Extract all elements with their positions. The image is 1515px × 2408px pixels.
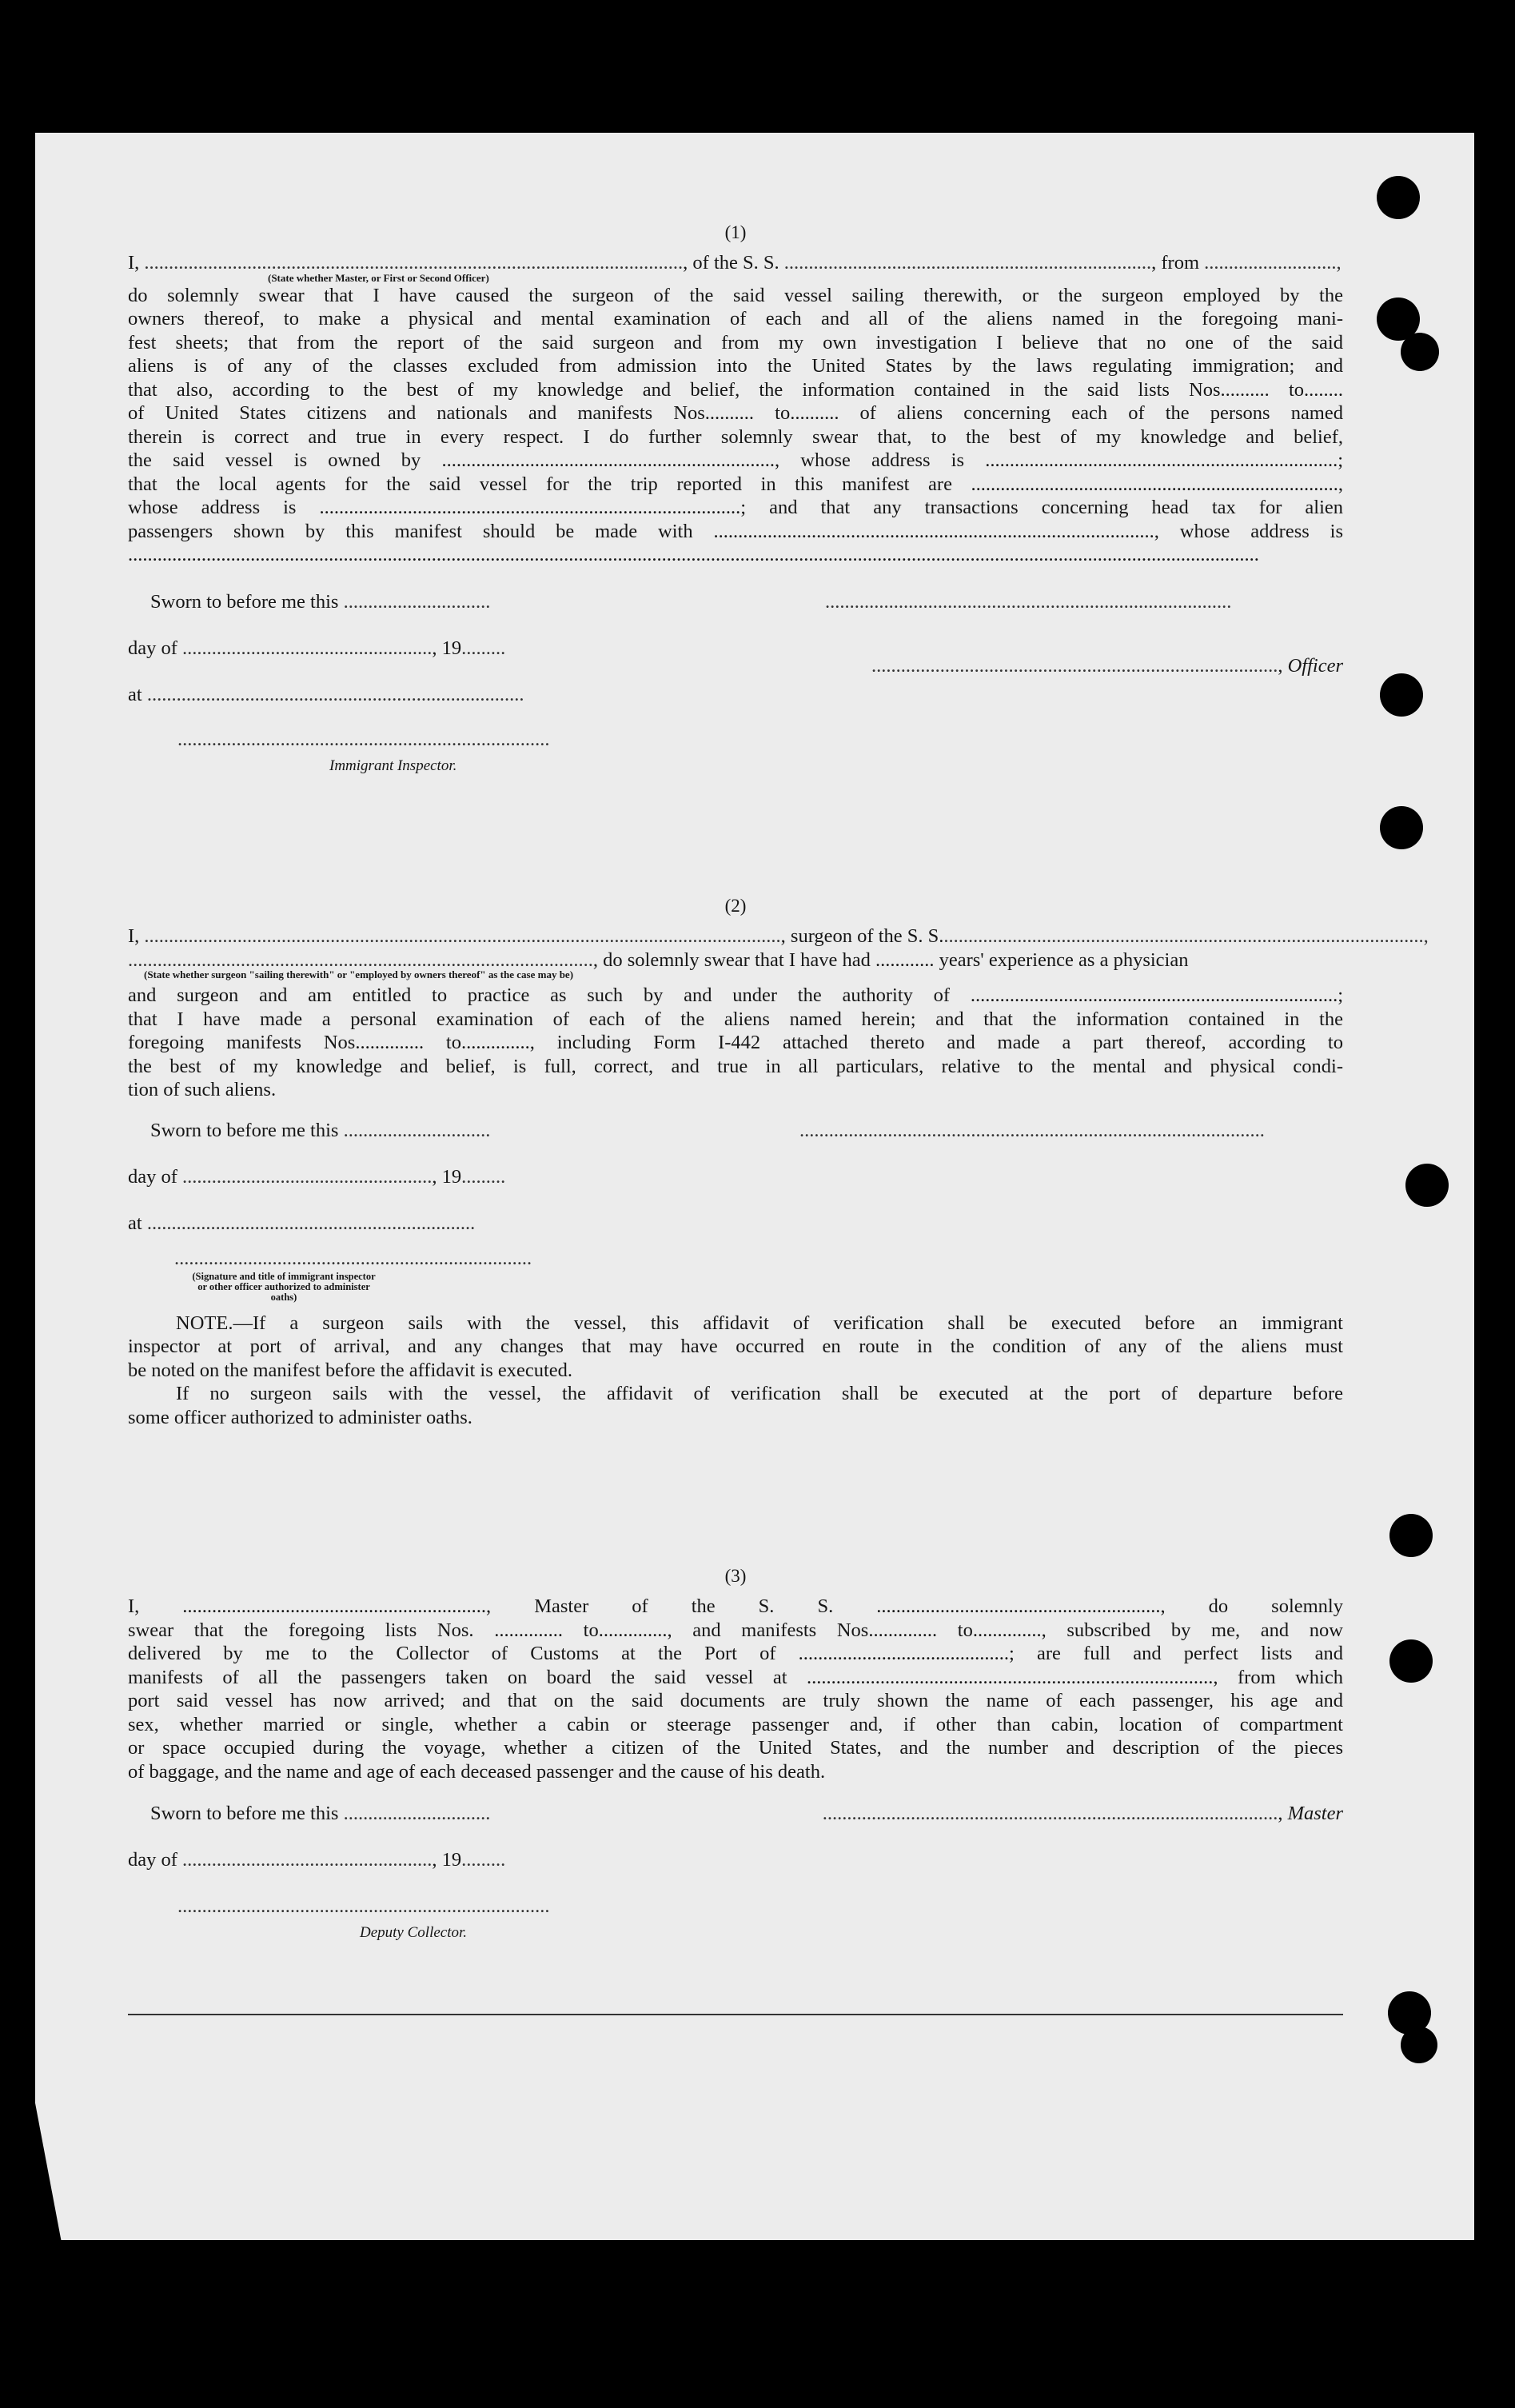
text-line: fest sheets; that from the report of the said surgeon and from my own investigation I believe that no one of the said xyxy=(128,331,1343,353)
surgeon-line: I, .................................................................................................................................., surgeon of the S. S..................................................................................................., xyxy=(128,925,1429,947)
at-line: at ............................................................................. xyxy=(128,683,524,705)
surgeon-line-2: ..............................................................................................., do solemnly swear that I have had ............ years' experience as a physician xyxy=(128,948,1189,971)
sworn-line: Sworn to before me this .............................. xyxy=(150,590,491,613)
year-label: 19 xyxy=(441,637,462,659)
officer-line: ..................................................................................., Officer xyxy=(871,654,1343,677)
affidavit-master xyxy=(128,222,1343,807)
day-label: day of xyxy=(128,637,177,659)
note-label: NOTE. xyxy=(176,1312,233,1334)
year-label: 19 xyxy=(441,1849,462,1871)
text-line: or space occupied during the voyage, whether a citizen of the United States, and the number and description of the pieces xyxy=(128,1737,1343,1759)
text-line: do solemnly swear that I have caused the surgeon of the said vessel sailing therewith, or the surgeon employed by the xyxy=(128,284,1343,306)
master-signature-line: ............................................................................................., Master xyxy=(822,1803,1343,1824)
year-label: 19 xyxy=(441,1165,462,1188)
text: , surgeon of the S. S. xyxy=(780,925,944,947)
no-surgeon-line: some officer authorized to administer oaths. xyxy=(128,1406,472,1428)
master-label: Master xyxy=(1287,1803,1343,1824)
inspector-label: Immigrant Inspector. xyxy=(329,757,457,774)
text: , do solemnly swear that I have had ............ years' experience as a physician xyxy=(592,948,1189,971)
signature-block xyxy=(128,1803,1343,1947)
at-line: at ................................................................... xyxy=(128,1212,476,1234)
text-line: owners thereof, to make a physical and mental examination of each and all of the aliens named in the foregoing mani- xyxy=(128,308,1343,329)
oath-paragraph xyxy=(128,284,1343,567)
field-hint: (State whether Master, or First or Second Officer) xyxy=(268,271,489,284)
text-line: port said vessel has now arrived; and that on the said documents are truly shown the name of each passenger, his age and xyxy=(128,1690,1343,1711)
field-hint: (State whether surgeon "sailing therewith" or "employed by owners thereof" as the case may be) xyxy=(144,968,574,980)
punch-hole xyxy=(1389,1639,1433,1683)
text-line: manifests of all the passengers taken on board the said vessel at ..................................................................................., from which xyxy=(128,1666,1343,1688)
section-number: (1) xyxy=(724,222,747,242)
punch-hole xyxy=(1405,1164,1449,1207)
day-label: day of xyxy=(128,1849,177,1871)
text: , of the S. S. xyxy=(683,252,784,274)
oath-line: I, .............................................................................................................., of the S. S. ..........................................................................., from ..........................., xyxy=(128,252,1342,274)
collector-signature-line: ............................................................................ xyxy=(177,1895,550,1917)
customs-paragraph xyxy=(128,1595,1343,1783)
at-label: at xyxy=(128,683,142,705)
note-line: inspector at port of arrival, and any changes that may have occurred en route in the condition of any of the aliens must xyxy=(128,1336,1343,1357)
inspector-signature-line: ......................................................................... xyxy=(174,1247,532,1269)
text-line: tion of such aliens. xyxy=(128,1079,277,1100)
signature-block xyxy=(128,591,1343,807)
day-line: day of ..................................................., 19......... xyxy=(128,1849,506,1871)
day-line: day of ..................................................., 19......... xyxy=(128,637,506,659)
text-line: ....................................................................................................................................................................................................................................... xyxy=(128,544,1259,565)
text-line: I, .............................................................., Master of the S. S. .........................................................., do solemnly xyxy=(128,1595,1343,1617)
text-line: swear that the foregoing lists Nos. .............. to.............., and manifests Nos.............. to.............., subscribed by me, and now xyxy=(128,1619,1343,1641)
note-text: —If a surgeon sails with the vessel, this affidavit of verification shall be executed before an immigrant xyxy=(233,1312,1343,1334)
sworn-line: Sworn to before me this .............................. xyxy=(150,1803,491,1824)
affidavit-surgeon xyxy=(128,896,1429,1429)
day-label: day of xyxy=(128,1165,177,1188)
text-line: therein is correct and true in every respect. I do further solemnly swear that, to the best of my knowledge and belief, xyxy=(128,425,1343,448)
signature-title-hint: (Signature and title of immigrant inspector or other officer authorized to administer oaths) xyxy=(192,1270,376,1303)
officer-label: Officer xyxy=(1287,654,1343,677)
text: I, xyxy=(128,252,145,274)
text-line: that the local agents for the said vessel for the trip reported in this manifest are ..........................................................................., xyxy=(128,473,1343,495)
text-line: the best of my knowledge and belief, is full, correct, and true in all particulars, relative to the mental and physical condi- xyxy=(128,1055,1343,1077)
no-surgeon-line: If no surgeon sails with the vessel, the affidavit of verification shall be executed at the port of departure before xyxy=(176,1383,1343,1404)
deputy-collector-label: Deputy Collector. xyxy=(360,1924,468,1941)
text-line: that also, according to the best of my knowledge and belief, the information contained in the said lists Nos.......... to........ xyxy=(128,378,1343,401)
signature-block xyxy=(128,1120,1343,1312)
text: , from xyxy=(1151,252,1205,274)
section-number: (3) xyxy=(724,1566,747,1586)
punch-hole xyxy=(1380,806,1423,849)
text-line: the said vessel is owned by ...................................................................., whose address is ........................................................................; xyxy=(128,449,1343,471)
text-line: passengers shown by this manifest should be made with .........................................................................................., whose address is xyxy=(128,520,1343,542)
section-number: (2) xyxy=(724,896,747,916)
punch-hole xyxy=(1377,176,1420,219)
sworn-label: Sworn to before me this xyxy=(150,590,339,613)
note-paragraph xyxy=(128,1312,1343,1430)
sworn-label: Sworn to before me this xyxy=(150,1803,339,1824)
signature-line: ................................................................................... xyxy=(825,590,1232,613)
text-line: of baggage, and the name and age of each deceased passenger and the cause of his death. xyxy=(128,1760,826,1783)
day-line: day of ..................................................., 19......... xyxy=(128,1165,506,1188)
sworn-label: Sworn to before me this xyxy=(150,1119,339,1141)
text-line: delivered by me to the Collector of Customs at the Port of ...........................................; are full and perfect lists and xyxy=(128,1643,1343,1664)
surgeon-paragraph xyxy=(128,984,1343,1102)
text-line: whose address is ......................................................................................; and that any transactions concerning head tax for alien xyxy=(128,497,1343,518)
at-label: at xyxy=(128,1212,142,1234)
text-line: and surgeon and am entitled to practice as such by and under the authority of ...........................................................................; xyxy=(128,984,1343,1006)
inspector-signature-line: ............................................................................ xyxy=(177,728,550,750)
text-line: of United States citizens and nationals and manifests Nos.......... to.......... of aliens concerning each of the persons named xyxy=(128,402,1343,424)
punch-hole xyxy=(1401,2027,1437,2063)
note-line: be noted on the manifest before the affidavit is executed. xyxy=(128,1359,573,1381)
text-line: sex, whether married or single, whether a cabin or steerage passenger and, if other than cabin, location of compartment xyxy=(128,1713,1343,1735)
punch-hole xyxy=(1380,673,1423,717)
text-line: foregoing manifests Nos.............. to.............., including Form I-442 attached thereto and made a part thereof, according to xyxy=(128,1032,1343,1053)
text-line: aliens is of any of the classes excluded from admission into the United States by the laws regulating immigration; and xyxy=(128,355,1343,377)
signature-line: ............................................................................................... xyxy=(799,1119,1265,1141)
note-line xyxy=(128,1312,1343,1336)
punch-hole xyxy=(1401,333,1439,371)
bottom-rule xyxy=(128,2014,1343,2015)
text-line: that I have made a personal examination of each of the aliens named herein; and that the information contained in the xyxy=(128,1008,1343,1030)
punch-hole xyxy=(1389,1514,1433,1557)
affidavit-master-customs xyxy=(128,1566,1343,1947)
sworn-line: Sworn to before me this .............................. xyxy=(150,1119,491,1141)
text: I, xyxy=(128,925,145,947)
